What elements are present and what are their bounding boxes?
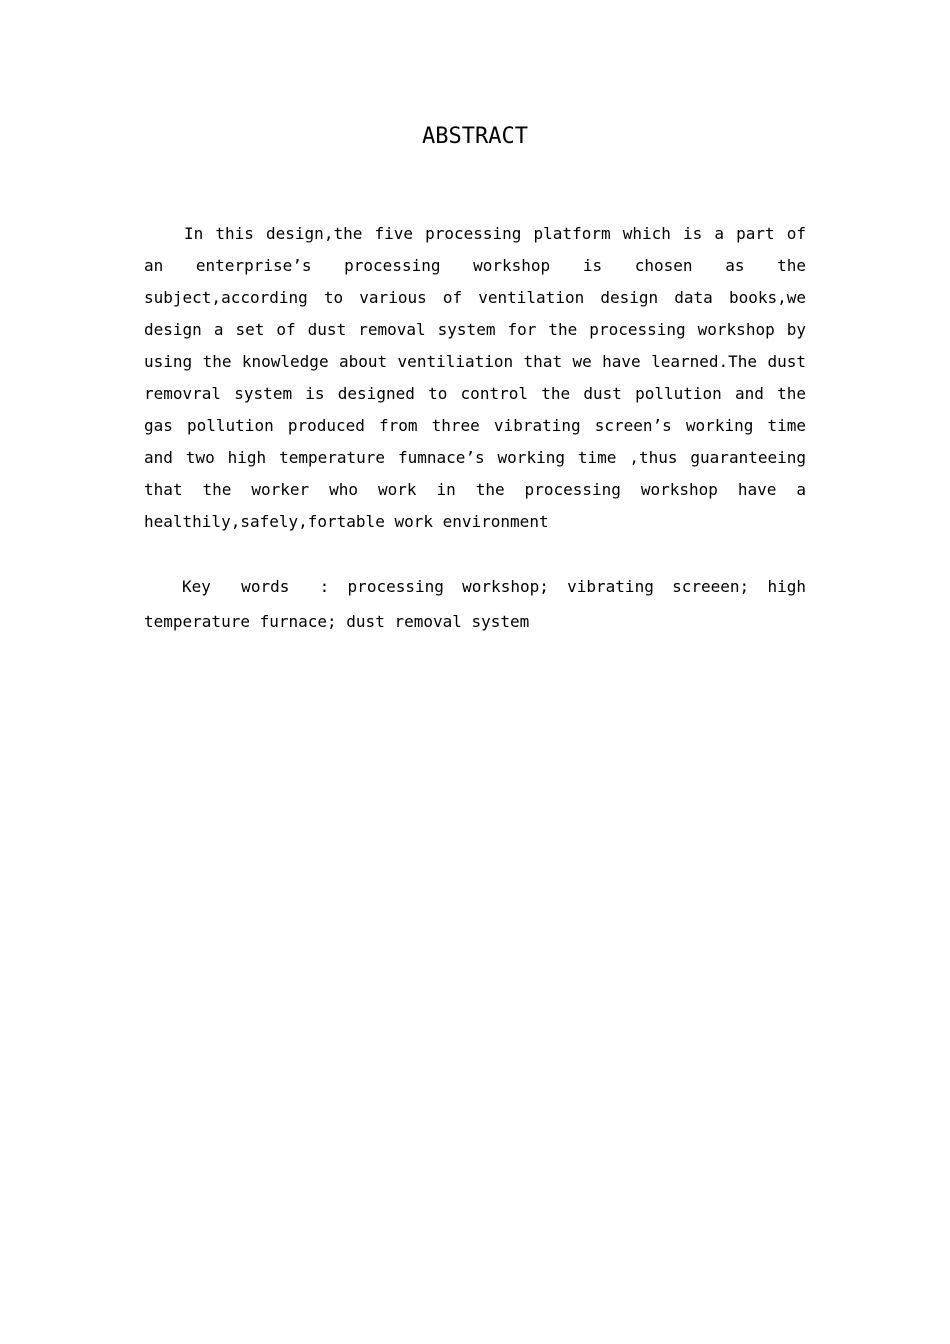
keywords-list: processing workshop; vibrating screeen; high temperature furnace; dust removal system [144,577,806,631]
page-title: ABSTRACT [422,124,528,149]
keywords-label: Key words : [182,577,330,596]
abstract-paragraph: In this design,the five processing platform which is a part of an enterprise’s processing workshop is chosen as the subject,according to various of ventilation design data books,we design a set of dust removal system for the processing workshop by using the knowledge about ventiliation that we have learned.The dust removral system is designed to control the dust pollution and the gas pollution produced from three vibrating screen’s working time and two high temperature fumnace’s working time ,thus guaranteeing that the worker who work in the processing workshop have a healthily,safely,fortable work environment [144,224,806,531]
keywords-paragraph [144,569,806,639]
